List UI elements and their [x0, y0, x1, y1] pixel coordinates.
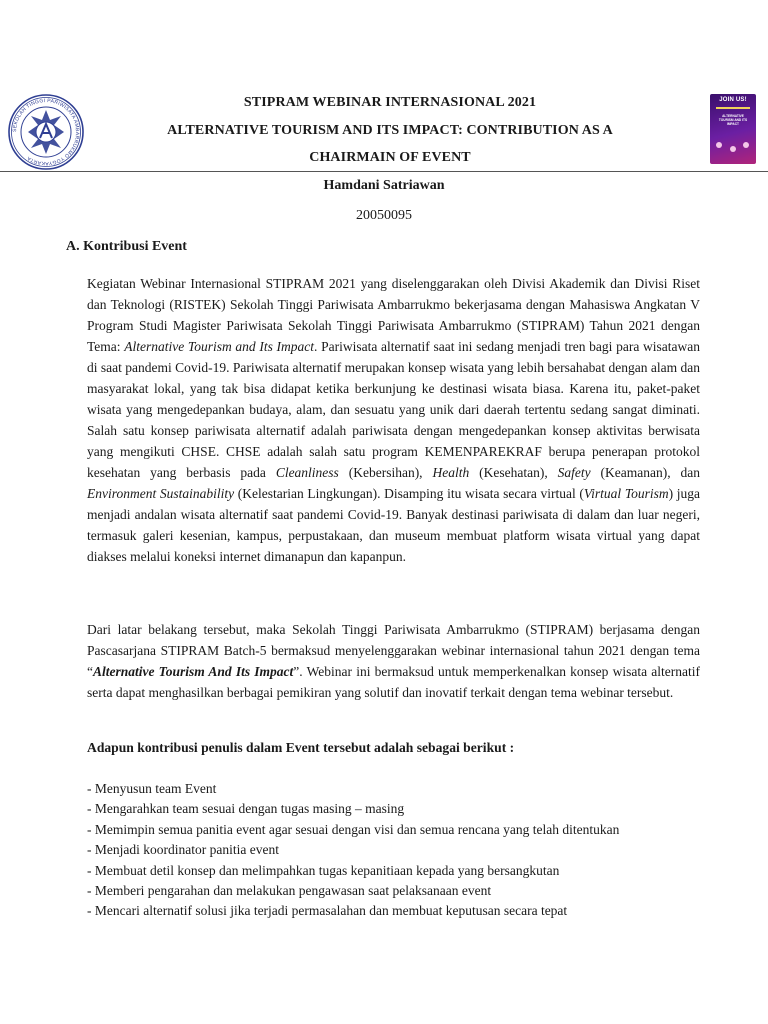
webinar-poster-thumbnail: [710, 94, 756, 164]
stipram-seal-icon: [6, 92, 86, 172]
italic-term: Cleanliness: [275, 465, 339, 480]
list-item: - Mengarahkan team sesuai dengan tugas masing – masing: [87, 801, 405, 817]
text-run: ”. Webinar ini bermaksud untuk memperkenalkan konsep wisata alternatif serta dapat menghasilkan berbagai pemikiran yang solutif dan inovatif terkait dengan tema webinar tersebut.: [87, 664, 700, 700]
contributions-list: [87, 779, 619, 922]
header-title-line-2: ALTERNATIVE TOURISM AND ITS IMPACT: CONTRIBUTION AS A: [167, 123, 613, 138]
italic-term: Virtual Tourism: [583, 486, 669, 501]
author-id: 20050095: [356, 208, 412, 223]
italic-term: Health: [432, 465, 470, 480]
list-item: - Menyusun team Event: [87, 781, 217, 796]
poster-speaker-photo: [730, 146, 736, 152]
poster-title: JOIN US!: [719, 97, 747, 103]
paragraph-purpose: [87, 619, 700, 703]
italic-term: Safety: [557, 465, 591, 480]
contributions-lead: Adapun kontribusi penulis dalam Event tersebut adalah sebagai berikut :: [87, 740, 515, 755]
text-run: (Kesehatan),: [469, 465, 558, 480]
poster-subtitle: ALTERNATIVE TOURISM AND ITS IMPACT: [718, 114, 748, 126]
text-run: (Kelestarian Lingkungan). Disamping itu wisata secara virtual (: [234, 486, 584, 501]
list-item: - Menjadi koordinator panitia event: [87, 842, 279, 858]
text-run: . Pariwisata alternatif saat ini sedang menjadi tren bagi para wisatawan di saat pandemi Covid-19. Pariwisata alternatif merupakan konsep wisata yang lebih bersahabat dengan alam dan masyarakat lokal, yang tak bisa didapat ketika berkunjung ke destinasi wisata biasa. Karena itu, paket-paket wisata yang mengedepankan budaya, alam, dan sesuatu yang unik dari daerah tertentu sedang sangat diminati. Salah satu konsep pariwisata alternatif adalah pariwisata dengan mengedepankan konsep aktivitas berwisata yang mengikuti CHSE. CHSE adalah salah satu program KEMENPAREKRAF berupa penerapan protokol kesehatan yang berbasis pada: [87, 339, 701, 480]
paragraph-background: [87, 273, 700, 567]
text-run: (Keamanan), dan: [590, 465, 701, 480]
list-item: - Memberi pengarahan dan melakukan pengawasan saat pelaksanaan event: [87, 883, 492, 899]
stipram-seal-graphic: [6, 92, 86, 172]
header-title-line-1: STIPRAM WEBINAR INTERNASIONAL 2021: [243, 95, 537, 110]
text-run: Dari latar belakang tersebut, maka Sekolah Tinggi Pariwisata Ambarrukmo (STIPRAM) berjasama dengan Pascasarjana STIPRAM Batch-5 bermaksud menyelenggarakan webinar internasional tahun 2021 dengan tema “: [87, 622, 700, 679]
bold-italic-theme: Alternative Tourism And Its Impact: [93, 664, 294, 679]
list-item: - Mencari alternatif solusi jika terjadi permasalahan dan membuat keputusan secara tepat: [87, 903, 568, 919]
section-title: A. Kontribusi Event: [66, 239, 187, 254]
list-item: - Memimpin semua panitia event agar sesuai dengan visi dan semua rencana yang telah ditentukan: [87, 821, 620, 837]
header-title-line-3: CHAIRMAIN OF EVENT: [309, 150, 471, 165]
poster-accent-line: [716, 107, 750, 109]
seal-ring-text: SEKOLAH TINGGI PARIWISATA AMBARRUKMO YOGYAKARTA: [11, 97, 81, 167]
text-run: ) juga menjadi andalan wisata alternatif saat pandemi Covid-19. Banyak destinasi pariwisata di dalam dan luar negeri, termasuk galeri kesenian, kampus, perpustakaan, dan museum membuat platform wisata virtual yang dapat diakses melalui koneksi internet dimanapun dan kapanpun.: [87, 486, 700, 564]
header-divider: [0, 171, 768, 172]
italic-term: Environment Sustainability: [87, 486, 235, 501]
text-run: Kegiatan Webinar Internasional STIPRAM 2021 yang diselenggarakan oleh Divisi Akademik dan Divisi Riset dan Teknologi (RISTEK) Sekolah Tinggi Pariwisata Ambarrukmo bekerjasama dengan Mahasiswa Angkatan V Program Studi Magister Pariwisata Sekolah Tinggi Pariwisata Ambarrukmo (STIPRAM) Tahun 2021 dengan Tema:: [87, 276, 700, 354]
poster-speaker-photo: [743, 142, 749, 148]
poster-speaker-photo: [716, 142, 722, 148]
italic-theme: Alternative Tourism and Its Impact: [124, 339, 315, 354]
text-run: (Kebersihan),: [338, 465, 433, 480]
author-name: Hamdani Satriawan: [323, 178, 445, 193]
list-item: - Membuat detil konsep dan melimpahkan tugas kepanitiaan kepada yang bersangkutan: [87, 862, 560, 878]
